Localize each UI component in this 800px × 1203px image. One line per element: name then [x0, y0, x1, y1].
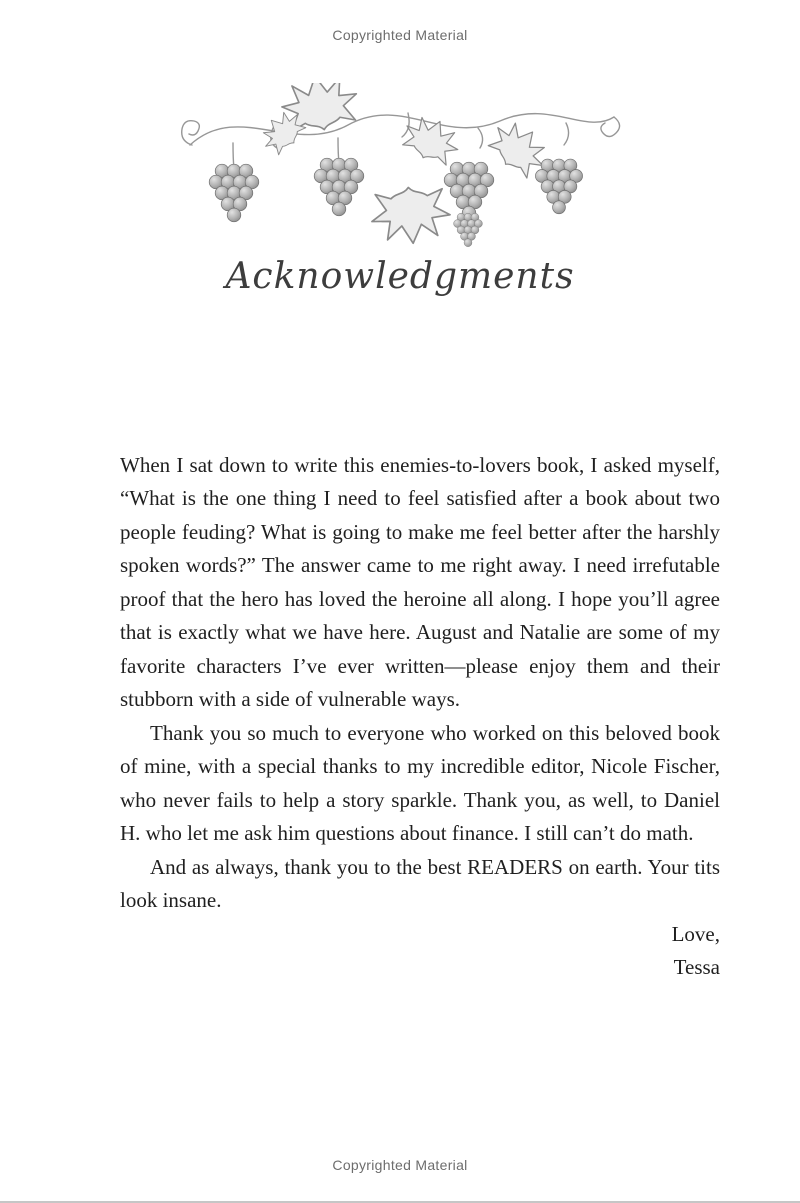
signoff	[120, 918, 720, 985]
grapevine-illustration	[178, 83, 623, 248]
signoff-author-name: Tessa	[673, 955, 720, 980]
signoff-love: Love,	[671, 921, 720, 946]
acknowledgments-body	[120, 449, 720, 918]
paragraph-1: When I sat down to write this enemies-to-lovers book, I asked myself, “What is the one thing I need to feel satisfied after a book about two people feuding? What is going to make me feel better after the harshly spoken words?” The answer came to me right away. I need irrefutable proof that the hero has loved the heroine all along. I hope you’ll agree that is exactly what we have here. August and Natalie are some of my favorite characters I’ve ever written—please enjoy them and their stubborn with a side of vulnerable ways.	[120, 453, 720, 712]
header-ornament-area	[0, 83, 800, 248]
copyright-notice-bottom: Copyrighted Material	[332, 1157, 468, 1173]
paragraph-3: And as always, thank you to the best READERS on earth. Your tits look insane.	[120, 854, 720, 913]
copyright-notice-top: Copyrighted Material	[332, 27, 468, 43]
page-title: Acknowledgments	[225, 256, 575, 297]
paragraph-2: Thank you so much to everyone who worked on this beloved book of mine, with a special thanks to my incredible editor, Nicole Fischer, who never fails to help a story sparkle. Thank you, as well, to Daniel H. who let me ask him questions about finance. I still can’t do math.	[120, 720, 720, 846]
